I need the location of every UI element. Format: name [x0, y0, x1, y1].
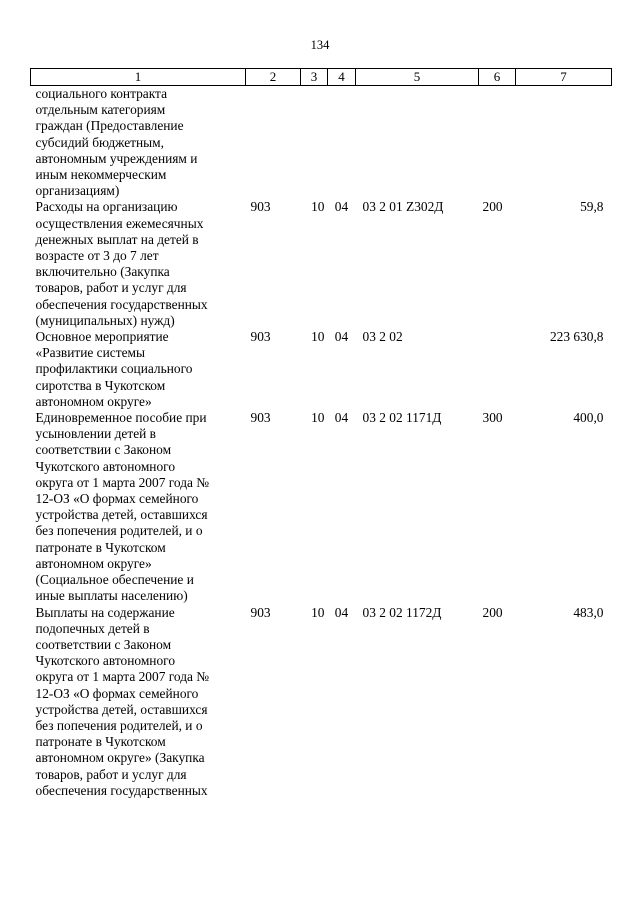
row-name-line: устройства детей, оставшихся: [35, 701, 208, 717]
header-col-4: 4: [328, 69, 356, 86]
row-subsection: 04: [334, 199, 349, 215]
row-section: [301, 86, 328, 200]
row-name-line: Единовременное пособие при: [35, 410, 207, 426]
row-name-line: иные выплаты населению): [35, 588, 188, 604]
row-name-line: Основное мероприятие: [35, 329, 169, 345]
row-subsection: 04: [334, 604, 349, 620]
table-row: [31, 605, 612, 799]
row-name-line: патронате в Чукотском: [35, 539, 166, 555]
header-col-3: 3: [301, 69, 328, 86]
row-expense-type: 200: [482, 604, 503, 620]
row-name-line: без попечения родителей, и о: [35, 523, 203, 539]
row-expense-type: 200: [482, 199, 503, 215]
row-name-line: товаров, работ и услуг для: [35, 280, 187, 296]
row-name-line: без попечения родителей, и о: [35, 717, 203, 733]
row-admin-code: 903: [250, 329, 271, 345]
row-name-line: сиротства в Чукотском: [35, 377, 166, 393]
row-name-line: обеспечения государственных: [35, 782, 208, 798]
row-name-line: товаров, работ и услуг для: [35, 766, 187, 782]
header-col-1: 1: [31, 69, 246, 86]
row-name-line: автономном округе» (Закупка: [35, 750, 205, 766]
row-subsection: 04: [334, 410, 349, 426]
row-name-line: патронате в Чукотском: [35, 734, 166, 750]
header-col-2: 2: [246, 69, 301, 86]
table-row: [31, 199, 612, 329]
row-admin-code: 903: [250, 199, 271, 215]
row-amount: 223 630,8: [549, 329, 604, 345]
row-amount: 59,8: [580, 199, 604, 215]
row-amount: 400,0: [573, 410, 604, 426]
header-col-7: 7: [516, 69, 612, 86]
row-name-line: автономном округе»: [35, 555, 152, 571]
row-name-line: округа от 1 марта 2007 года №: [35, 474, 210, 490]
header-col-5: 5: [356, 69, 479, 86]
row-section: 10: [311, 604, 325, 620]
row-amount: 483,0: [573, 604, 604, 620]
row-target-article: 03 2 02 1172Д: [362, 604, 442, 620]
table-row: [31, 410, 612, 604]
row-name-line: включительно (Закупка: [35, 264, 170, 280]
row-name-line: организациям): [35, 183, 120, 199]
row-subsection: 04: [334, 329, 349, 345]
row-name-cell: [31, 86, 246, 200]
row-name-line: профилактики социального: [35, 361, 193, 377]
row-name-line: обеспечения государственных: [35, 296, 208, 312]
row-name-line: отдельным категориям: [35, 102, 166, 118]
row-name-line: 12-ОЗ «О формах семейного: [35, 685, 199, 701]
row-name-line: подопечных детей в: [35, 620, 150, 636]
table-row: [31, 329, 612, 410]
row-name-line: Чукотского автономного: [35, 653, 176, 669]
row-name-line: усыновлении детей в: [35, 426, 157, 442]
row-name-line: возрасте от 3 до 7 лет: [35, 248, 159, 264]
row-name-line: Расходы на организацию: [35, 199, 178, 215]
row-target-article: 03 2 01 Z302Д: [362, 199, 444, 215]
table-header-row: [31, 69, 612, 86]
row-name-cell: [31, 605, 246, 799]
row-name-line: соответствии с Законом: [35, 442, 172, 458]
row-name-cell: [31, 410, 246, 604]
row-target-article: 03 2 02: [362, 329, 403, 345]
row-name-line: 12-ОЗ «О формах семейного: [35, 491, 199, 507]
row-name-line: осуществления ежемесячных: [35, 215, 204, 231]
row-admin-code: [246, 86, 301, 200]
row-name-line: устройства детей, оставшихся: [35, 507, 208, 523]
row-name-line: Выплаты на содержание: [35, 604, 175, 620]
row-name-line: социального контракта: [35, 86, 168, 101]
row-name-line: граждан (Предоставление: [35, 118, 184, 134]
page-number: 134: [310, 38, 330, 52]
row-name-line: Чукотского автономного: [35, 458, 176, 474]
row-name-line: соответствии с Законом: [35, 636, 172, 652]
row-name-line: «Развитие системы: [35, 345, 145, 361]
row-section: 10: [311, 410, 325, 426]
row-name-line: субсидий бюджетным,: [35, 134, 165, 150]
row-admin-code: 903: [250, 410, 271, 426]
row-name-line: (муниципальных) нужд): [35, 312, 175, 328]
row-name-line: (Социальное обеспечение и: [35, 572, 194, 588]
row-section: 10: [311, 329, 325, 345]
row-target-article: [356, 86, 479, 200]
row-subsection: [328, 86, 356, 200]
row-amount: [516, 86, 612, 200]
row-admin-code: 903: [250, 604, 271, 620]
row-name-line: автономным учреждениям и: [35, 150, 198, 166]
row-name-line: автономном округе»: [35, 393, 152, 409]
row-name-line: иным некоммерческим: [35, 167, 167, 183]
row-expense-type: [479, 329, 516, 410]
row-name-cell: [31, 199, 246, 329]
row-name-line: округа от 1 марта 2007 года №: [35, 669, 210, 685]
table-row: [31, 86, 612, 200]
row-name-cell: [31, 329, 246, 410]
row-name-line: денежных выплат на детей в: [35, 231, 199, 247]
table-body: [31, 86, 612, 799]
budget-table: [30, 68, 612, 799]
row-section: 10: [311, 199, 325, 215]
row-target-article: 03 2 02 1171Д: [362, 410, 442, 426]
header-col-6: 6: [479, 69, 516, 86]
row-expense-type: [479, 86, 516, 200]
row-expense-type: 300: [482, 410, 503, 426]
